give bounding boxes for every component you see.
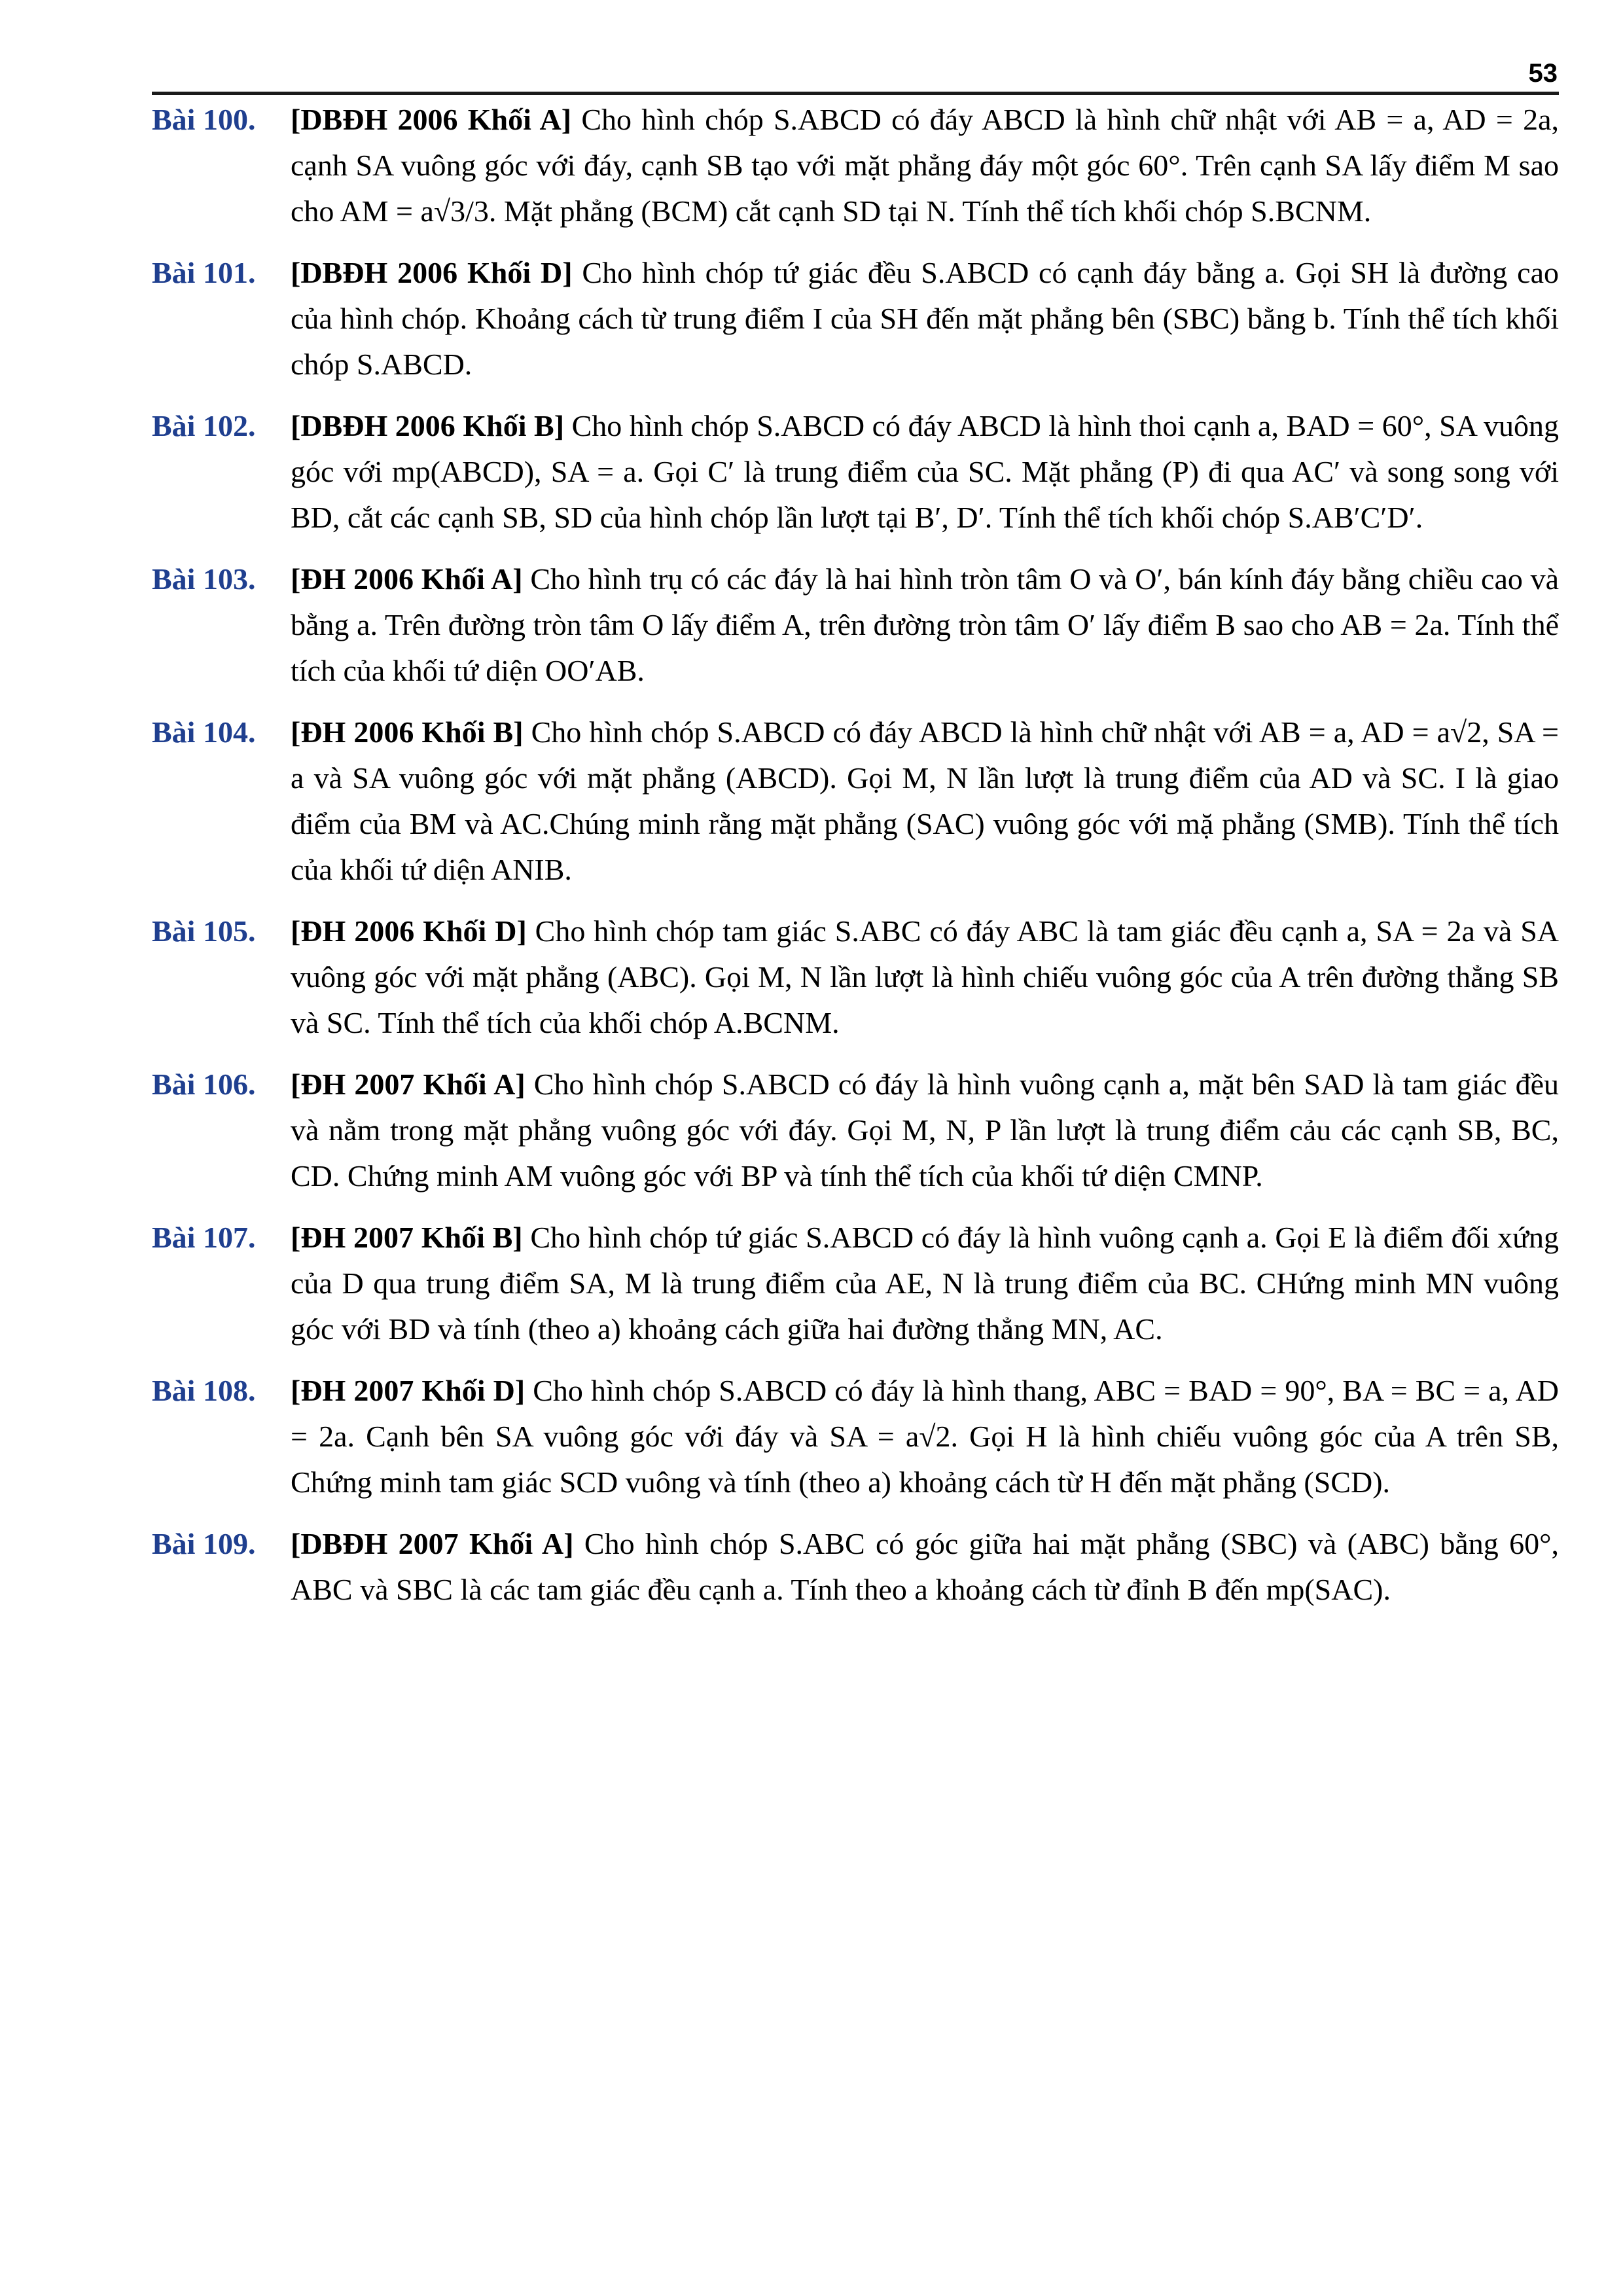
problem-text: Cho hình chóp S.ABC có góc giữa hai mặt phẳng (SBC) và (ABC) bằng 60°, ABC và SBC là các tam giác đều cạnh a. Tính theo a khoảng cách từ đỉnh B đến mp(SAC). <box>291 1527 1559 1606</box>
problem-source-tag: [DBĐH 2006 Khối B] <box>291 409 565 442</box>
problem-104 <box>152 709 1559 893</box>
problem-source-tag: [ĐH 2007 Khối A] <box>291 1067 526 1101</box>
problem-source-tag: [DBĐH 2007 Khối A] <box>291 1527 574 1560</box>
problem-body <box>291 1368 1559 1505</box>
problem-body <box>291 97 1559 234</box>
problem-text: Cho hình chóp S.ABCD có đáy là hình vuông cạnh a, mặt bên SAD là tam giác đều và nằm trong mặt phẳng vuông góc với đáy. Gọi M, N, P lần lượt là trung điểm cảu các cạnh SB, BC, CD. Chứng minh AM vuông góc với BP và tính thể tích của khối tứ diện CMNP. <box>291 1067 1559 1193</box>
problem-body <box>291 403 1559 541</box>
problem-body <box>291 709 1559 893</box>
problem-text: Cho hình chóp S.ABCD có đáy ABCD là hình chữ nhật với AB = a, AD = a√2, SA = a và SA vuông góc với mặt phẳng (ABCD). Gọi M, N lần lượt là trung điểm của AD và SC. I là giao điểm của BM và AC.Chúng minh rằng mặt phẳng (SAC) vuông góc với mặ phẳng (SMB). Tính thể tích của khối tứ diện ANIB. <box>291 715 1559 886</box>
problem-source-tag: [ĐH 2006 Khối D] <box>291 914 527 948</box>
problem-list <box>152 97 1559 1628</box>
problem-source-tag: [ĐH 2007 Khối B] <box>291 1221 523 1254</box>
problem-107 <box>152 1215 1559 1352</box>
problem-body <box>291 1062 1559 1199</box>
problem-source-tag: [ĐH 2006 Khối A] <box>291 562 523 596</box>
problem-source-tag: [ĐH 2006 Khối B] <box>291 715 524 749</box>
problem-101 <box>152 250 1559 387</box>
problem-label: Bài 106. <box>152 1067 256 1101</box>
problem-106 <box>152 1062 1559 1199</box>
problem-100 <box>152 97 1559 234</box>
problem-source-tag: [DBĐH 2006 Khối A] <box>291 103 572 136</box>
problem-text: Cho hình chóp tứ giác S.ABCD có đáy là hình vuông cạnh a. Gọi E là điểm đối xứng của D qua trung điểm SA, M là trung điểm của AE, N là trung điểm của BC. CHứng minh MN vuông góc với BD và tính (theo a) khoảng cách giữa hai đường thẳng MN, AC. <box>291 1221 1560 1346</box>
problem-body <box>291 1521 1559 1613</box>
problem-body <box>291 1215 1559 1352</box>
problem-source-tag: [DBĐH 2006 Khối D] <box>291 256 573 289</box>
problem-body <box>291 250 1559 387</box>
problem-label: Bài 108. <box>152 1374 256 1407</box>
problem-108 <box>152 1368 1559 1505</box>
header-rule <box>152 92 1559 95</box>
problem-text: Cho hình chóp S.ABCD có đáy là hình thang, ABC = BAD = 90°, BA = BC = a, AD = 2a. Cạnh bên SA vuông góc với đáy và SA = a√2. Gọi H là hình chiếu vuông góc của A trên SB, Chứng minh tam giác SCD vuông và tính (theo a) khoảng cách từ H đến mặt phẳng (SCD). <box>291 1374 1560 1499</box>
page-number: 53 <box>1528 59 1558 88</box>
problem-text: Cho hình chóp tứ giác đều S.ABCD có cạnh đáy bằng a. Gọi SH là đường cao của hình chóp. Khoảng cách từ trung điểm I của SH đến mặt phẳng bên (SBC) bằng b. Tính thể tích khối chóp S.ABCD. <box>291 256 1559 381</box>
problem-label: Bài 109. <box>152 1527 256 1560</box>
problem-body <box>291 908 1559 1046</box>
problem-103 <box>152 556 1559 694</box>
problem-label: Bài 101. <box>152 256 256 289</box>
problem-label: Bài 102. <box>152 409 256 442</box>
problem-body <box>291 556 1559 694</box>
problem-text: Cho hình trụ có các đáy là hai hình tròn tâm O và O′, bán kính đáy bằng chiều cao và bằng a. Trên đường tròn tâm O lấy điểm A, trên đường tròn tâm O′ lấy điểm B sao cho AB = 2a. Tính thể tích của khối tứ diện OO′AB. <box>291 562 1560 687</box>
problem-text: Cho hình chóp tam giác S.ABC có đáy ABC là tam giác đều cạnh a, SA = 2a và SA vuông góc với mặt phẳng (ABC). Gọi M, N lần lượt là hình chiếu vuông góc của A trên đường thẳng SB và SC. Tính thể tích của khối chóp A.BCNM. <box>291 914 1559 1039</box>
problem-label: Bài 104. <box>152 715 256 749</box>
problem-label: Bài 105. <box>152 914 256 948</box>
problem-text: Cho hình chóp S.ABCD có đáy ABCD là hình thoi cạnh a, BAD = 60°, SA vuông góc với mp(ABCD), SA = a. Gọi C′ là trung điểm của SC. Mặt phẳng (P) đi qua AC′ và song song với BD, cắt các cạnh SB, SD của hình chóp lần lượt tại B′, D′. Tính thể tích khối chóp S.AB′C′D′. <box>291 409 1559 534</box>
problem-label: Bài 103. <box>152 562 256 596</box>
problem-text: Cho hình chóp S.ABCD có đáy ABCD là hình chữ nhật với AB = a, AD = 2a, cạnh SA vuông góc với đáy, cạnh SB tạo với mặt phẳng đáy một góc 60°. Trên cạnh SA lấy điểm M sao cho AM = a√3/3. Mặt phẳng (BCM) cắt cạnh SD tại N. Tính thể tích khối chóp S.BCNM. <box>291 103 1559 228</box>
problem-105 <box>152 908 1559 1046</box>
problem-109 <box>152 1521 1559 1613</box>
problem-label: Bài 107. <box>152 1221 256 1254</box>
problem-source-tag: [ĐH 2007 Khối D] <box>291 1374 526 1407</box>
problem-label: Bài 100. <box>152 103 256 136</box>
problem-102 <box>152 403 1559 541</box>
